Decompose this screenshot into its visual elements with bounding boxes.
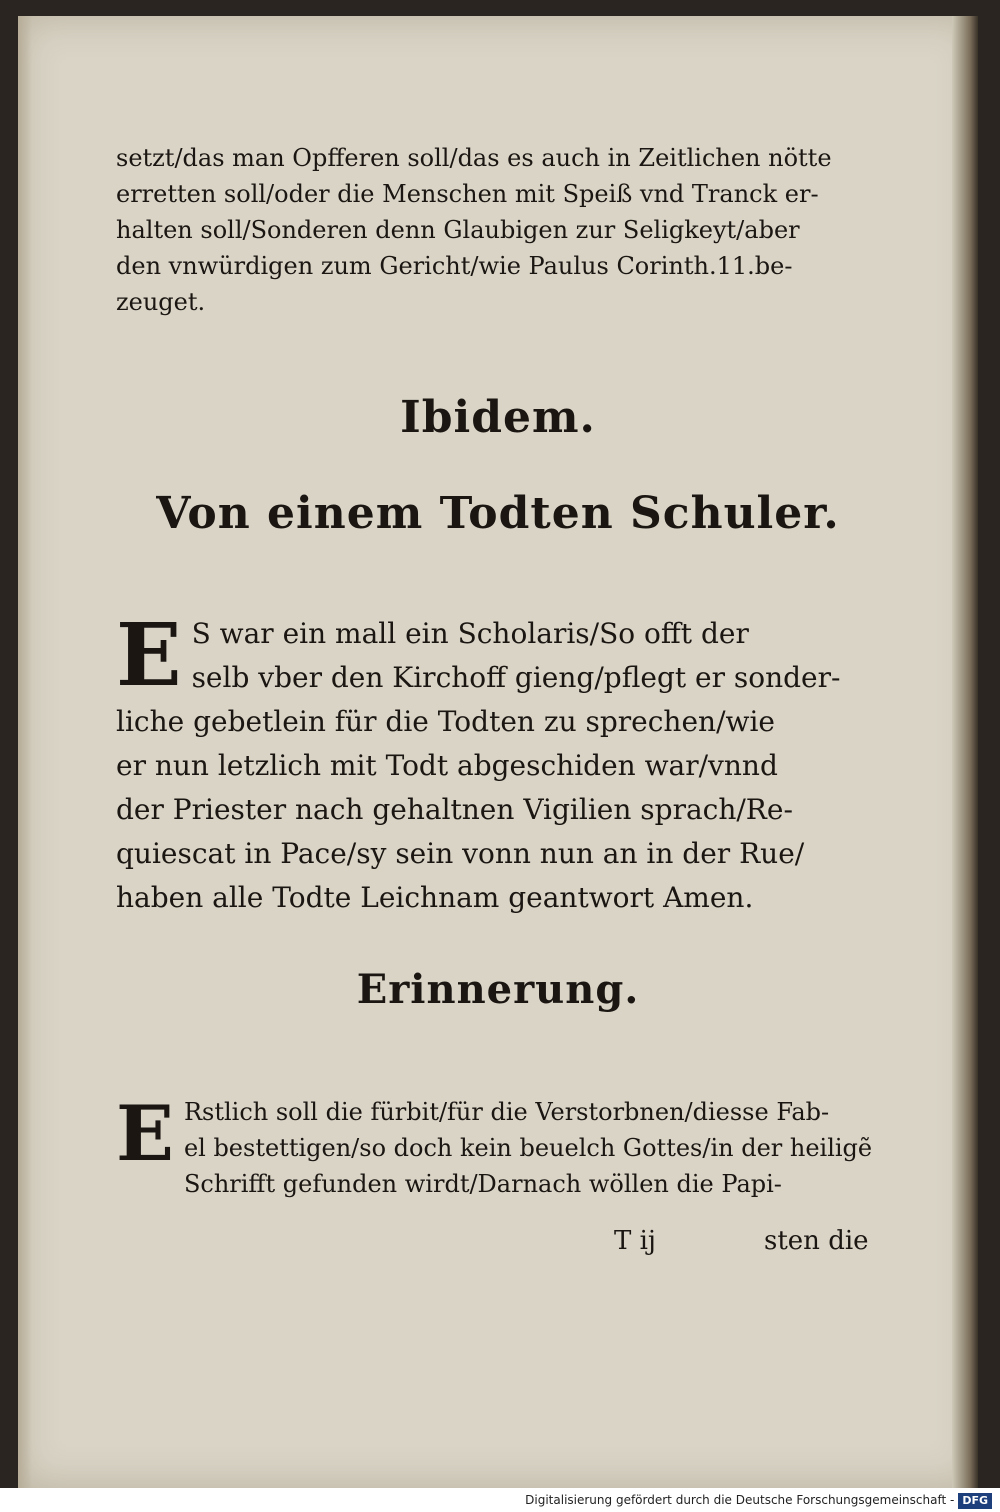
text-line: er nun letzlich mit Todt abgeschiden war/vnnd — [116, 749, 778, 782]
heading-erinnerung: Erinnerung. — [356, 966, 640, 1013]
signature-mark: T ij — [614, 1226, 656, 1256]
text-line: haben alle Todte Leichnam geantwort Amen. — [116, 881, 754, 914]
heading-story-title: Von einem Todten Schuler. — [156, 488, 840, 539]
text-line: den vnwürdigen zum Gericht/wie Paulus Corinth.11.be- — [116, 252, 793, 280]
text-line: der Priester nach gehaltnen Vigilien sprach/Re- — [116, 793, 793, 826]
text-line: zeuget. — [116, 288, 206, 316]
text-line: selb vber den Kirchoff gieng/pflegt er sonder- — [191, 661, 841, 694]
text-line: liche gebetlein für die Todten zu sprechen/wie — [116, 705, 775, 738]
text-line: Rstlich soll die fürbit/für die Verstorbnen/diesse Fab- — [183, 1098, 830, 1126]
text-line: el bestettigen/so doch kein beuelch Gottes/in der heiligẽ — [183, 1134, 873, 1162]
heading-ibidem: Ibidem. — [400, 392, 596, 443]
page-gutter-shadow — [952, 16, 978, 1488]
drop-capital: E — [116, 1089, 174, 1178]
reminder-paragraph — [116, 1089, 873, 1202]
text-line: erretten soll/oder die Menschen mit Speiß vnd Tranck er- — [116, 180, 819, 208]
text-line: S war ein mall ein Scholaris/So offt der — [191, 617, 749, 650]
story-paragraph — [116, 605, 876, 920]
text-line: quiescat in Pace/sy sein vonn nun an in der Rue/ — [116, 837, 805, 870]
top-paragraph — [116, 140, 866, 320]
text-line: Schrifft gefunden wirdt/Darnach wöllen die Papi- — [183, 1170, 782, 1198]
catchword: sten die — [764, 1226, 869, 1256]
dfg-logo: DFG — [958, 1493, 992, 1509]
footer-text: Digitalisierung gefördert durch die Deutsche Forschungsgemeinschaft - — [525, 1493, 955, 1507]
text-line: setzt/das man Opfferen soll/das es auch in Zeitlichen nötte — [116, 144, 832, 172]
text-line: halten soll/Sonderen denn Glaubigen zur Seligkeyt/aber — [116, 216, 800, 244]
digitization-footer — [0, 1488, 1000, 1512]
page-left-edge — [18, 16, 32, 1488]
book-page — [18, 16, 978, 1488]
drop-capital: E — [116, 605, 182, 706]
